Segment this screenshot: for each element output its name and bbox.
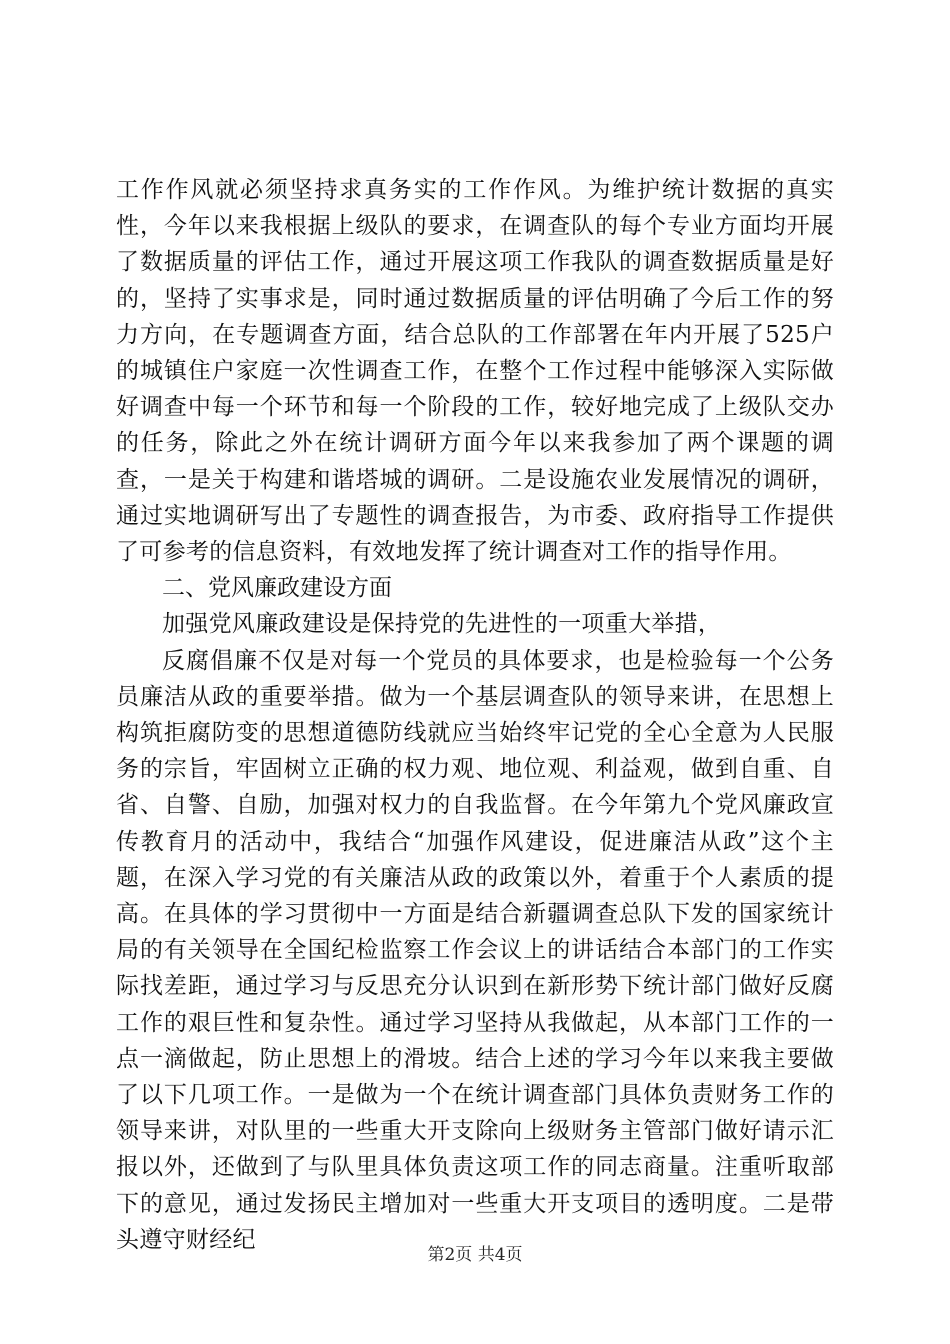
section-heading: 二、党风廉政建设方面 (162, 575, 392, 602)
document-body (116, 172, 834, 1258)
page-number-footer: 第2页 共4页 (427, 1245, 523, 1265)
paragraph-continuation: 工作作风就必须坚持求真务实的工作作风。为维护统计数据的真实性，今年以来我根据上级队的要求，在调查队的每个专业方面均开展了数据质量的评估工作，通过开展这项工作我队的调查数据质量是好的，坚持了实事求是，同时通过数据质量的评估明确了今后工作的努力方向，在专题调查方面，结合总队的工作部署在年内开展了525户的城镇住户家庭一次性调查工作，在整个工作过程中能够深入实际做好调查中每一个环节和每一个阶段的工作，较好地完成了上级队交办的任务，除此之外在统计调研方面今年以来我参加了两个课题的调查，一是关于构建和谐塔城的调研。二是设施农业发展情况的调研，通过实地调研写出了专题性的调查报告，为市委、政府指导工作提供了可参考的信息资料，有效地发挥了统计调查对工作的指导作用。 (116, 177, 834, 566)
paragraph-body: 反腐倡廉不仅是对每一个党员的具体要求，也是检验每一个公务员廉洁从政的重要举措。做为一个基层调查队的领导来讲，在思想上构筑拒腐防变的思想道德防线就应当始终牢记党的全心全意为人民服务的宗旨，牢固树立正确的权力观、地位观、利益观，做到自重、自省、自警、自励，加强对权力的自我监督。在今年第九个党风廉政宣传教育月的活动中，我结合“加强作风建设，促进廉洁从政”这个主题，在深入学习党的有关廉洁从政的政策以外，着重于个人素质的提高。在具体的学习贯彻中一方面是结合新疆调查总队下发的国家统计局的有关领导在全国纪检监察工作会议上的讲话结合本部门的工作实际找差距，通过学习与反思充分认识到在新形势下统计部门做好反腐工作的艰巨性和复杂性。通过学习坚持从我做起，从本部门工作的一点一滴做起，防止思想上的滑坡。结合上述的学习今年以来我主要做了以下几项工作。一是做为一个在统计调查部门具体负责财务工作的领导来讲，对队里的一些重大开支除向上级财务主管部门做好请示汇报以外，还做到了与队里具体负责这项工作的同志商量。注重听取部下的意见，通过发扬民主增加对一些重大开支项目的透明度。二是带头遵守财经纪 (116, 647, 834, 1253)
paragraph-intro: 加强党风廉政建设是保持党的先进性的一项重大举措， (162, 611, 722, 638)
